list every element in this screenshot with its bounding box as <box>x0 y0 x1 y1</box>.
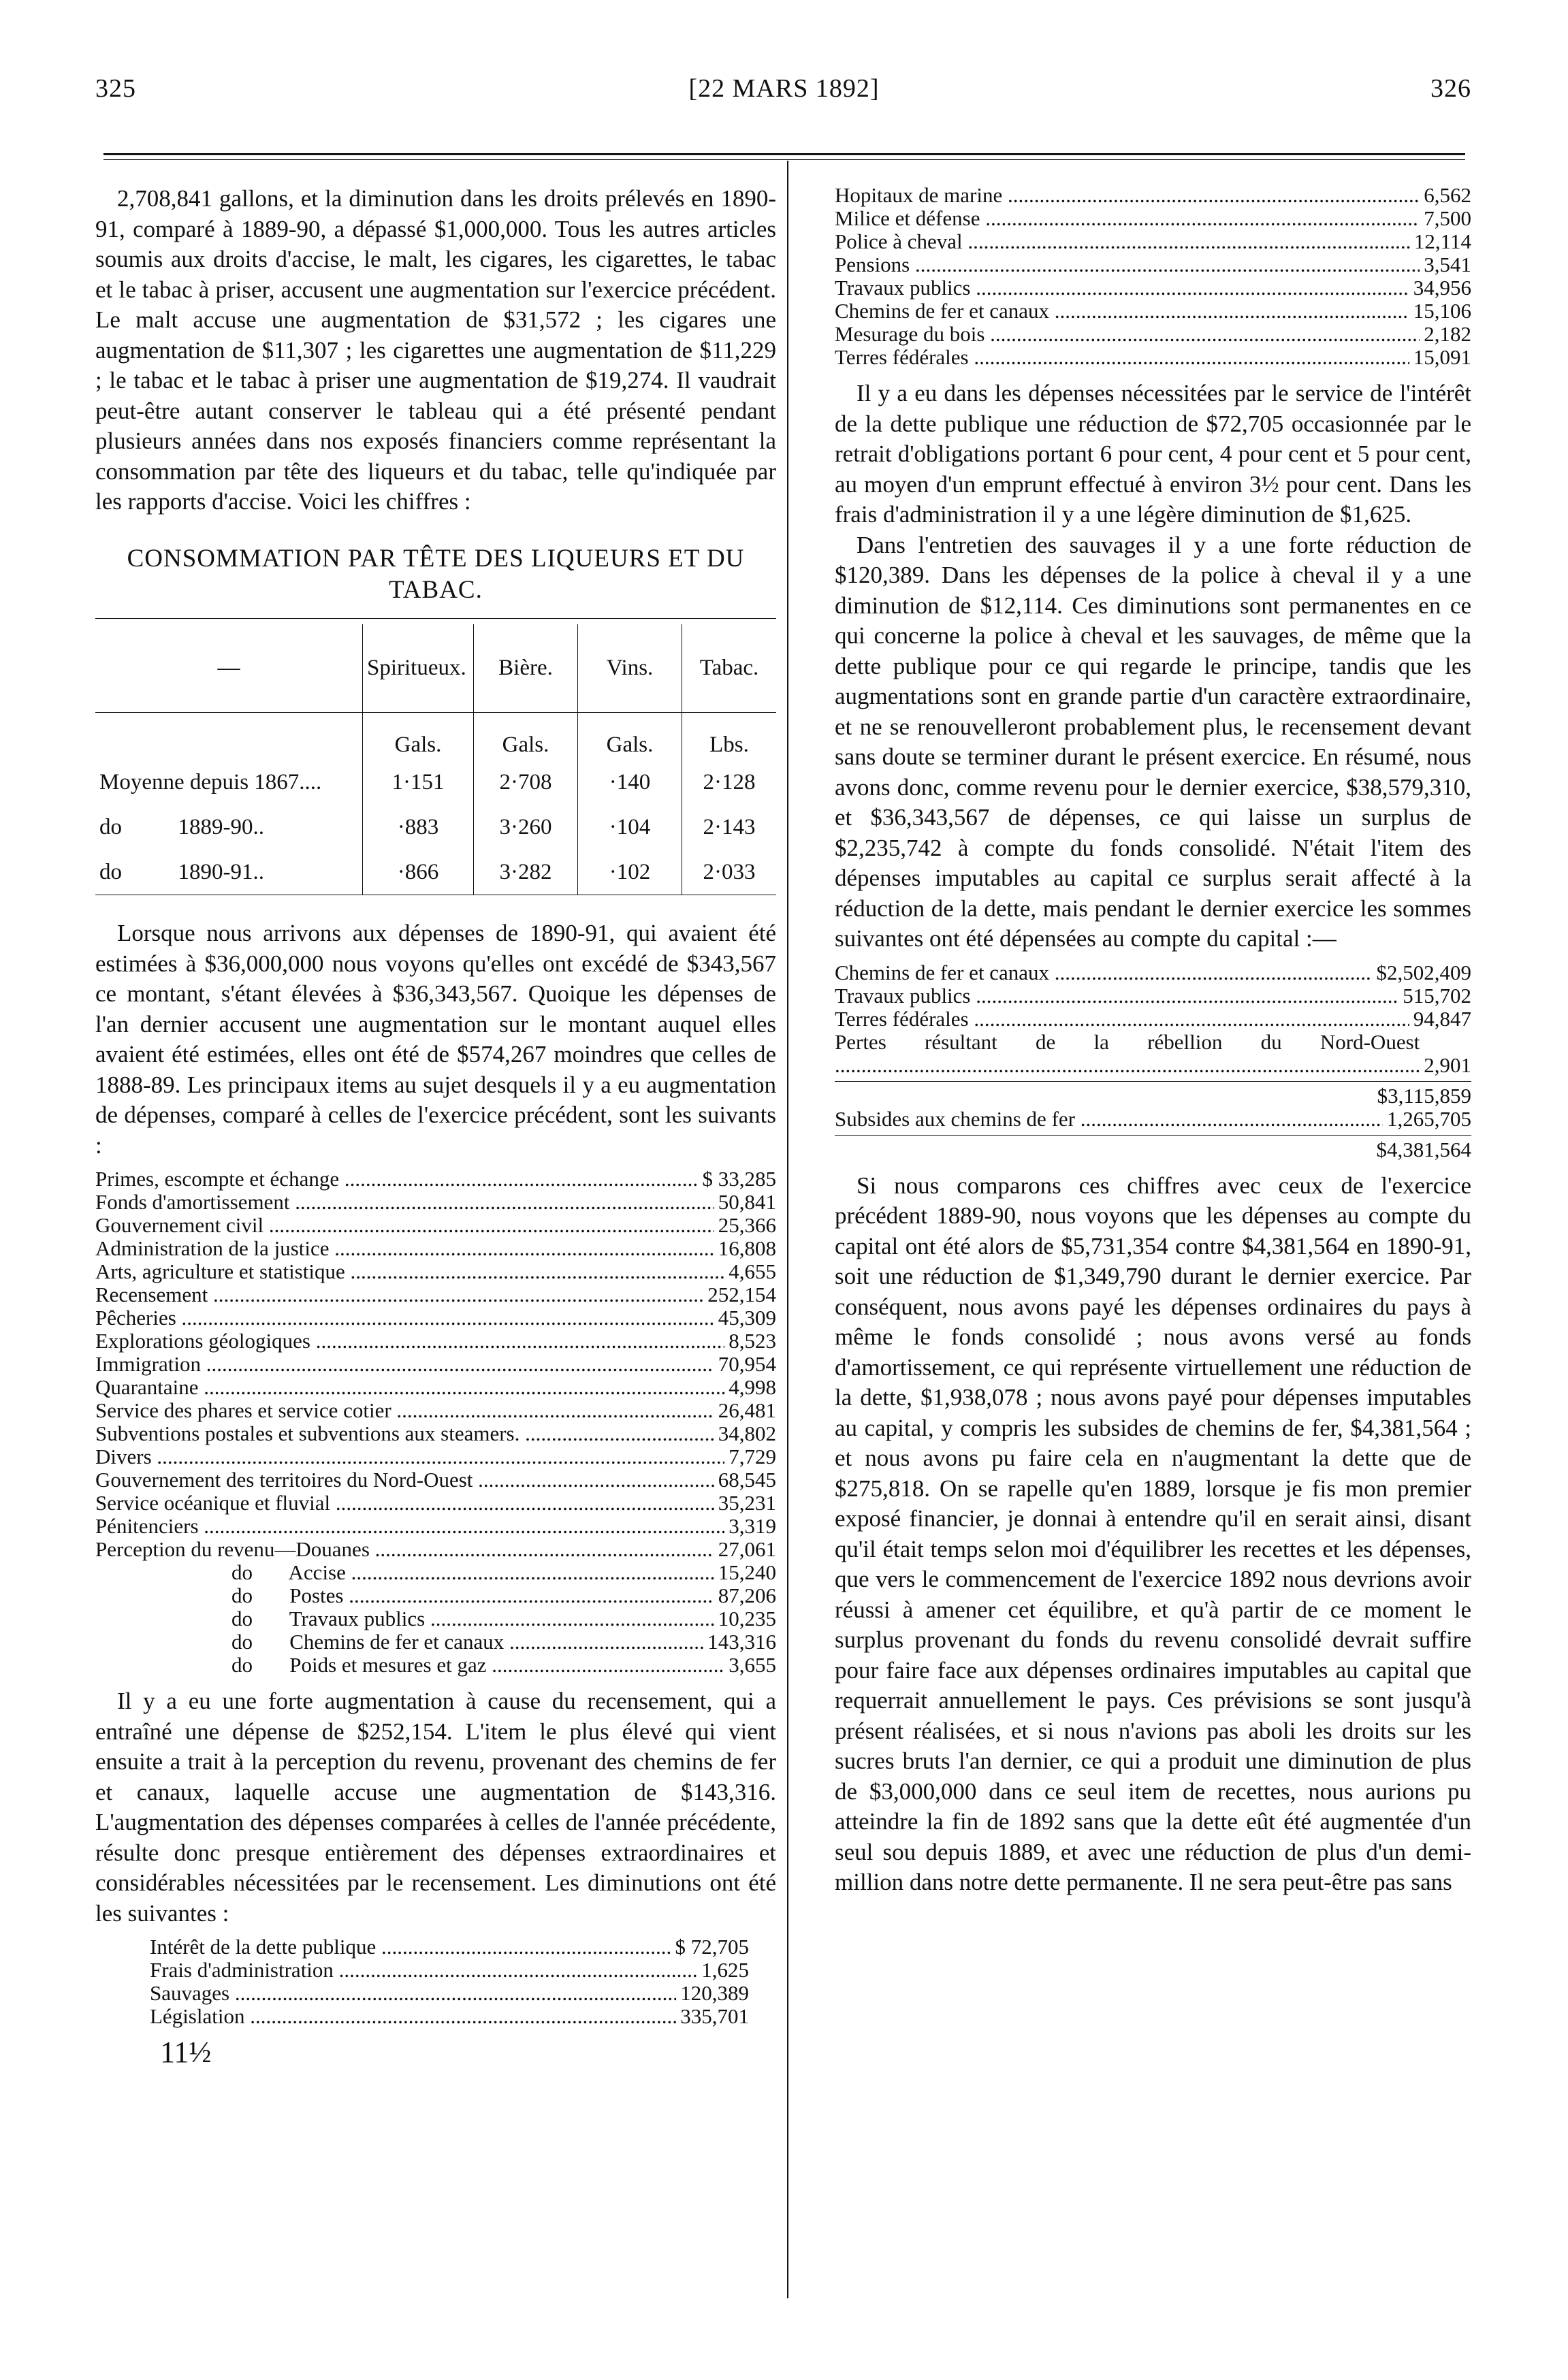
increase-list <box>95 1168 776 1677</box>
column-divider <box>787 161 788 2298</box>
table-cell: 2·708 <box>474 760 578 805</box>
list-item: Perception du revenu—Douanes ..... 27,061 <box>95 1538 776 1561</box>
table-cell: 2·033 <box>682 850 777 895</box>
list-item: Recensement ..... 252,154 <box>95 1283 776 1306</box>
list-item: Terres fédérales ..... 94,847 <box>835 1008 1471 1031</box>
table-unit-wine: Gals. <box>578 713 682 760</box>
capital-list <box>835 961 1471 1161</box>
paragraph-excise: 2,708,841 gallons, et la diminution dans les droits prélevés en 1890-91, comparé à 1889-90, a dépassé $1,000,000. Tous les autres articles soumis aux droits d'accise, le malt, les cigares, les cigarettes, le tabac et le tabac à priser, accusent une augmentation sur l'exercice précédent. Le malt accuse une augmentation de $31,572 ; les cigares une augmentation de $11,307 ; les cigarettes une augmentation de $11,229 ; le tabac et le tabac à priser une augmentation de $19,274. Il vaudrait peut-être autant conserver le tableau qui a été présenté pendant plusieurs années dans nos exposés financiers comme représentant la consommation par tête des liqueurs et du tabac, telle qu'indiquée par les rapports d'accise. Voici les chiffres : <box>95 185 776 515</box>
list-item: Pertes résultant de la rébellion du Nord-Ouest ..... 2,901 <box>835 1031 1471 1077</box>
table-cell: 2·143 <box>682 805 777 850</box>
list-item: Chemins de fer et canaux ..... $2,502,409 <box>835 961 1471 984</box>
table-cell: ·140 <box>578 760 682 805</box>
capital-subtotal: $3,115,859 <box>835 1081 1471 1108</box>
list-item: do Accise ..... 15,240 <box>95 1561 776 1584</box>
table-cell-label: Moyenne depuis 1867.... <box>99 770 322 795</box>
list-item: do Chemins de fer et canaux ..... 143,316 <box>95 1630 776 1654</box>
list-item: Gouvernement des territoires du Nord-Ouest ..... 68,545 <box>95 1468 776 1492</box>
paragraph-expenses: Lorsque nous arrivons aux dépenses de 1890-91, qui avaient été estimées à $36,000,000 nous voyons qu'elles ont excédé de $343,567 ce montant, s'étant élevées à $36,343,567. Quoique les dépenses de l'an dernier accusent une augmentation sur le montant auquel elles avaient été estimées, elles ont été de $574,267 moindres que celles de 1888-89. Les principaux items au sujet desquels il y a eu augmentation de dépenses, comparé à celles de l'exercice précédent, sont les suivants : <box>95 920 776 1159</box>
table-cell: ·104 <box>578 805 682 850</box>
table-cell-label: do 1890-91.. <box>99 860 264 884</box>
header-rule <box>103 153 1465 155</box>
list-item: Pêcheries ..... 45,309 <box>95 1306 776 1330</box>
signature-mark: 11½ <box>160 2036 212 2069</box>
table-unit-tobacco: Lbs. <box>682 713 777 760</box>
list-item: Terres fédérales ..... 15,091 <box>835 346 1471 369</box>
table-header-blank: — <box>217 656 240 680</box>
table-header-tobacco: Tabac. <box>682 624 777 713</box>
list-item: Frais d'administration ..... 1,625 <box>150 1959 749 1982</box>
right-column <box>835 184 1471 1898</box>
page-number-right: 326 <box>1430 74 1471 103</box>
table-cell: ·102 <box>578 850 682 895</box>
decrease-list <box>95 1935 776 2028</box>
list-item: Chemins de fer et canaux ..... 15,106 <box>835 300 1471 323</box>
list-item: Administration de la justice ..... 16,808 <box>95 1237 776 1260</box>
table-unit-blank <box>95 713 363 760</box>
list-item: do Travaux publics ..... 10,235 <box>95 1607 776 1630</box>
list-item: Travaux publics ..... 515,702 <box>835 984 1471 1008</box>
table-cell: 3·260 <box>474 805 578 850</box>
list-item: Pensions ..... 3,541 <box>835 253 1471 276</box>
page-number-left: 325 <box>95 74 136 103</box>
list-item: Hopitaux de marine ..... 6,562 <box>835 184 1471 207</box>
list-item: Subsides aux chemins de fer ..... 1,265,705 <box>835 1108 1471 1131</box>
paragraph-census: Il y a eu une forte augmentation à cause du recensement, qui a entraîné une dépense de $252,154. L'item le plus élevé qui vient ensuite a trait à la perception du revenu, provenant des chemins de fer et canaux, laquelle accuse une augmentation de $143,316. L'augmentation des dépenses comparées à celles de l'année précédente, résulte donc presque entièrement des dépenses extraordinaires et considérables nécessitées par le recensement. Les diminutions ont été les suivantes : <box>95 1688 776 1927</box>
list-item: Immigration ..... 70,954 <box>95 1353 776 1376</box>
list-item: Service des phares et service cotier ..... 26,481 <box>95 1399 776 1422</box>
list-item: Subventions postales et subventions aux steamers. ..... 34,802 <box>95 1422 776 1445</box>
left-column <box>95 184 776 2068</box>
list-item: Arts, agriculture et statistique ..... 4,655 <box>95 1260 776 1283</box>
list-item: Primes, escompte et échange ..... $ 33,285 <box>95 1168 776 1191</box>
list-item: Police à cheval ..... 12,114 <box>835 230 1471 253</box>
paragraph-comparison: Si nous comparons ces chiffres avec ceux de l'exercice précédent 1889-90, nous voyons que les dépenses au compte du capital ont été alors de $5,731,354 contre $4,381,564 en 1890-91, soit une réduction de $1,349,790 durant le dernier exercice. Par conséquent, nous avons payé les dépenses ordinaires du pays à même le fonds consolidé ; nous avons versé au fonds d'amortissement, ce qui représente virtuellement une réduction de la dette, $1,938,078 ; nous avons payé pour dépenses imputables au capital, y compris les subsides de chemins de fer, $4,381,564 ; et nous avons pu faire cela en n'augmentant la dette que de $275,818. On se rapelle qu'en 1889, lorsque je fis mon premier exposé financier, je donnai à entendre qu'il en serait ainsi, disant qu'il était temps selon moi d'équilibrer les recettes et les dépenses, que vers le commencement de l'exercice 1892 nous devrions avoir réussi à amener cet équilibre, et qu'à partir de ce moment le surplus provenant du fonds du revenu consolidé devrait suffire pour faire face aux dépenses ordinaires imputables au capital que requerrait annuellement le pays. Ces prévisions se sont jusqu'à présent réalisées, et si nous n'avions pas aboli les droits sur les sucres bruts l'an dernier, ce qui a produit une diminution de plus de $3,000,000 dans ce seul item de recettes, nous aurions pu atteindre la fin de 1892 sans que la dette eût été augmentée d'un seul sou depuis 1889, et avec une réduction de plus d'un demi-million dans notre dette permanente. Il ne sera peut-être pas sans <box>835 1172 1471 1895</box>
list-item: Divers ..... 7,729 <box>95 1445 776 1468</box>
list-item: Travaux publics ..... 34,956 <box>835 276 1471 300</box>
table-cell: ·866 <box>363 850 474 895</box>
list-item: Gouvernement civil ..... 25,366 <box>95 1214 776 1237</box>
paragraph-debt-interest: Il y a eu dans les dépenses nécessitées par le service de l'intérêt de la dette publique une réduction de $72,705 occasionnée par le retrait d'obligations portant 6 pour cent, 4 pour cent et 5 pour cent, au moyen d'un emprunt effectué à environ 3½ pour cent. Dans les frais d'administration il y a une légère diminution de $1,625. <box>835 380 1471 528</box>
table-header-spirits: Spiritueux. <box>363 624 474 713</box>
table-row <box>95 850 776 895</box>
list-item: Quarantaine ..... 4,998 <box>95 1376 776 1399</box>
header-rule-thin <box>103 159 1465 160</box>
list-item: Fonds d'amortissement ..... 50,841 <box>95 1191 776 1214</box>
table-rule-top <box>95 618 776 619</box>
table-cell: 1·151 <box>363 760 474 805</box>
paragraph-summary: Dans l'entretien des sauvages il y a une forte réduction de $120,389. Dans les dépenses de la police à cheval il y a une diminution de $12,114. Ces diminutions sont permanentes en ce qui concerne la police à cheval et les sauvages, de même que la dette publique pour ce qui regarde le principe, tandis que les augmentations sont en grande partie d'un caractère extraordinaire, et ne se renouvelleront probablement plus, le recensement devant sans doute se terminer durant le présent exercice. En résumé, nous avons donc, comme revenu pour le dernier exercice, $38,579,310, et $36,343,567 de dépenses, ce qui laisse un surplus de $2,235,742 à compte du fonds consolidé. N'était l'item des dépenses imputables au capital ce surplus serait affecté à la réduction de la dette, mais pendant le dernier exercice les sommes suivantes ont été dépensées au compte du capital :— <box>835 531 1471 952</box>
list-item: Mesurage du bois ..... 2,182 <box>835 323 1471 346</box>
section-title-consumption: CONSOMMATION PAR TÊTE DES LIQUEURS ET DU TABAC. <box>127 544 745 604</box>
table-cell: 2·128 <box>682 760 777 805</box>
table-row <box>95 805 776 850</box>
list-item: Pénitenciers ..... 3,319 <box>95 1515 776 1538</box>
list-item: Législation ..... 335,701 <box>150 2005 749 2028</box>
table-cell-label: do 1889-90.. <box>99 815 264 840</box>
capital-total: $4,381,564 <box>835 1135 1471 1161</box>
decrease-list-continued <box>835 184 1471 369</box>
list-item: Service océanique et fluvial ..... 35,231 <box>95 1492 776 1515</box>
list-item: Sauvages ..... 120,389 <box>150 1982 749 2005</box>
table-cell: ·883 <box>363 805 474 850</box>
list-item: do Postes ..... 87,206 <box>95 1584 776 1607</box>
list-item: do Poids et mesures et gaz ..... 3,655 <box>95 1654 776 1677</box>
table-header-beer: Bière. <box>474 624 578 713</box>
table-row <box>95 760 776 805</box>
consumption-table <box>95 624 776 896</box>
table-cell: 3·282 <box>474 850 578 895</box>
list-item: Intérêt de la dette publique ..... $ 72,705 <box>150 1935 749 1959</box>
table-header-wine: Vins. <box>578 624 682 713</box>
list-item: Explorations géologiques ..... 8,523 <box>95 1330 776 1353</box>
table-unit-spirits: Gals. <box>363 713 474 760</box>
table-unit-beer: Gals. <box>474 713 578 760</box>
list-item: Milice et défense ..... 7,500 <box>835 207 1471 230</box>
page-header-date: [22 MARS 1892] <box>688 74 880 103</box>
